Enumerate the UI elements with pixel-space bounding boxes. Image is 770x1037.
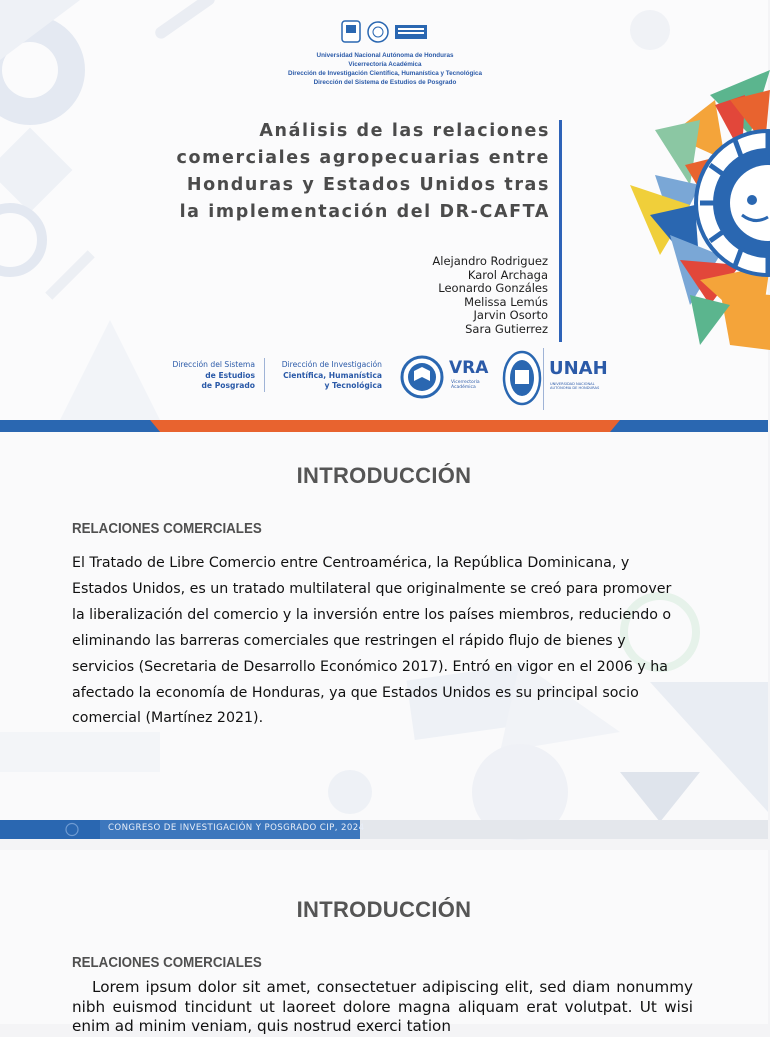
author-name: Jarvin Osorto <box>473 308 548 323</box>
posgrado-line: Dirección del Sistema <box>172 360 255 369</box>
body-line: eliminando las barreras comerciales que restringen el rápido flujo de bienes y <box>72 632 626 649</box>
unah-shield-icon <box>502 350 542 406</box>
introduction-slide <box>0 432 768 839</box>
institution-header <box>250 51 520 87</box>
title-divider <box>559 120 562 342</box>
body-line: la liberalización del comercio y la inversión entre los países miembros, reduciendo o <box>72 606 672 623</box>
investigacion-line: Científica, Humanística <box>283 370 382 380</box>
body-line: Estados Unidos, es un tratado multilateral que originalmente se creó para promover <box>72 580 672 597</box>
author-name: Sara Gutierrez <box>465 321 548 336</box>
unah-sub-line: UNIVERSIDAD NACIONAL <box>550 382 595 386</box>
presentation-title <box>140 118 550 226</box>
posgrado-line: de Estudios <box>205 370 255 380</box>
body-paragraph <box>72 551 692 732</box>
header-line: Universidad Nacional Autónoma de Honduras <box>316 52 454 59</box>
body-line: El Tratado de Libre Comercio entre Centroamérica, la República Dominicana, y <box>72 555 630 571</box>
conference-footer: CONGRESO DE INVESTIGACIÓN Y POSGRADO CIP, 2024 <box>108 823 365 833</box>
header-line: Dirección de Investigación Científica, Humanística y Tecnológica <box>287 70 483 77</box>
investigacion-line: Dirección de Investigación <box>281 360 382 369</box>
unah-label: UNAH <box>549 358 608 379</box>
vra-subtitle <box>451 380 480 390</box>
body-paragraph: Lorem ipsum dolor sit amet, consectetuer adipiscing elit, sed diam nonummy nibh euismod tincidunt ut laoreet dolore magna aliquam erat volutpat. Ut wisi enim ad minim veniam, quis nostrud exerci tation <box>72 978 693 1035</box>
vra-label: VRA <box>449 358 489 378</box>
slide-title: INTRODUCCIÓN <box>296 897 472 922</box>
vra-emblem-icon <box>400 355 444 399</box>
slide-title: INTRODUCCIÓN <box>296 463 472 488</box>
logo-divider <box>543 348 544 410</box>
body-line: comercial (Martínez 2021). <box>72 710 264 727</box>
author-name: Leonardo Gonzáles <box>438 281 548 296</box>
investigacion-logo <box>270 360 382 392</box>
institution-logos <box>162 346 612 416</box>
vra-sub-line: Académica <box>451 385 476 390</box>
header-line: Dirección del Sistema de Estudios de Posgrado <box>313 79 457 86</box>
slide-subtitle: RELACIONES COMERCIALES <box>72 521 262 537</box>
unah-subtitle <box>550 382 599 390</box>
body-line: servicios (Secretaria de Desarrollo Económico 2017). Entró en vigor en el 2006 y ha <box>72 658 668 675</box>
sun-decoration-icon <box>630 65 770 355</box>
posgrado-logo <box>162 360 255 392</box>
title-line: Honduras y Estados Unidos tras <box>186 175 550 195</box>
seal-icon <box>368 22 388 42</box>
title-line: comerciales agropecuarias entre <box>176 148 550 168</box>
header-line: Vicerrectoría Académica <box>348 61 422 68</box>
author-name: Alejandro Rodriguez <box>432 254 548 268</box>
title-line: Análisis de las relaciones <box>259 121 550 141</box>
posgrado-line: de Posgrado <box>201 381 255 390</box>
author-name: Karol Archaga <box>467 267 548 282</box>
author-list <box>380 255 548 337</box>
unah-sub-line: AUTÓNOMA DE HONDURAS <box>550 386 600 390</box>
logo-divider <box>264 358 265 392</box>
body-line: afectado la economía de Honduras, ya que Estados Unidos es su principal socio <box>72 684 639 701</box>
introduction-slide-2 <box>0 850 768 1035</box>
vra-sub-line: Vicerrectoría <box>451 380 480 385</box>
header-logos <box>340 20 430 44</box>
investigacion-line: y Tecnológica <box>324 381 382 390</box>
title-line: la implementación del DR-CAFTA <box>179 202 550 222</box>
author-name: Melissa Lemús <box>464 294 548 309</box>
title-slide <box>0 0 768 432</box>
slide-bottom-band <box>0 420 768 432</box>
slide-subtitle: RELACIONES COMERCIALES <box>72 955 262 971</box>
